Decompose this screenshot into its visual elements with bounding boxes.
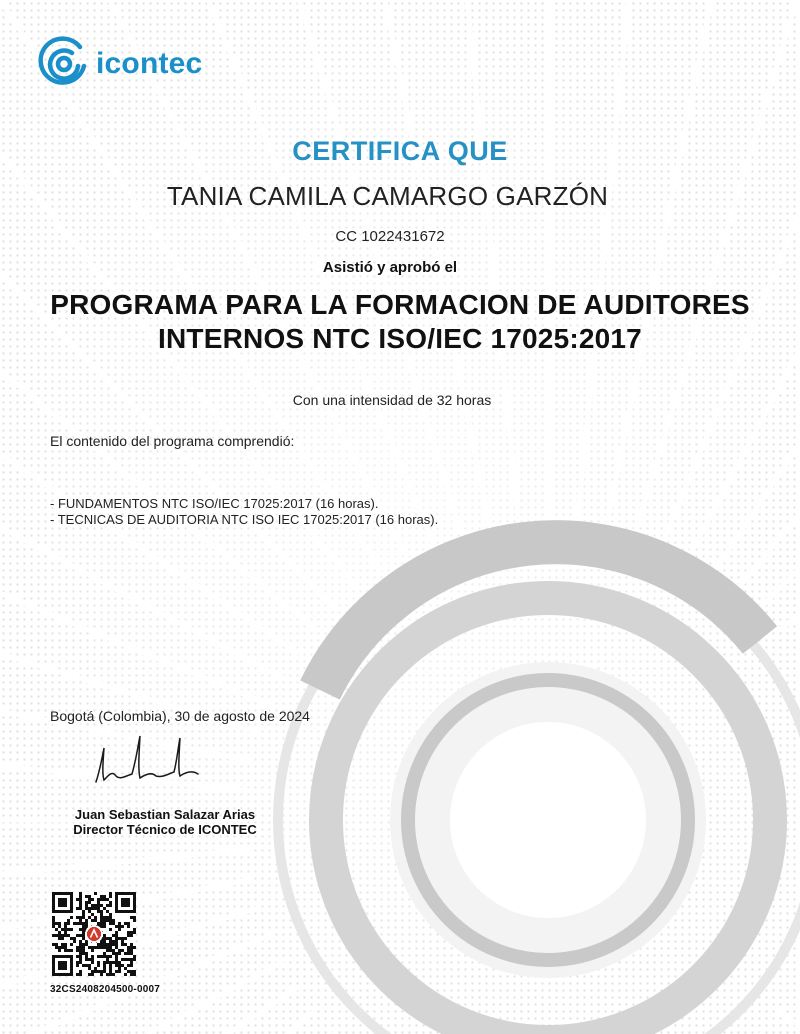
list-item: - FUNDAMENTOS NTC ISO/IEC 17025:2017 (16 horas). xyxy=(50,496,379,511)
place-date: Bogotá (Colombia), 30 de agosto de 2024 xyxy=(50,708,310,724)
program-title-line2: INTERNOS NTC ISO/IEC 17025:2017 xyxy=(158,323,642,354)
certificate-heading: CERTIFICA QUE xyxy=(292,136,508,166)
signatory-name: Juan Sebastian Salazar Arias xyxy=(74,807,256,822)
list-item: - TECNICAS DE AUDITORIA NTC ISO IEC 17025:2017 (16 horas). xyxy=(50,512,439,527)
attendance-text: Asistió y aprobó el xyxy=(322,259,458,276)
recipient-id: CC 1022431672 xyxy=(335,228,445,245)
content-label: El contenido del programa comprendió: xyxy=(50,433,295,449)
content-list xyxy=(50,496,438,528)
qr-code-icon[interactable] xyxy=(52,892,136,976)
icontec-logo xyxy=(36,36,202,92)
program-title xyxy=(0,288,800,356)
signatory-title: Director Técnico de ICONTEC xyxy=(73,822,257,837)
signature-image xyxy=(82,730,202,805)
course-intensity: Con una intensidad de 32 horas xyxy=(292,392,492,408)
program-title-line1: PROGRAMA PARA LA FORMACION DE AUDITORES xyxy=(50,289,750,320)
icontec-circles-icon xyxy=(36,36,92,92)
verification-code: 32CS2408204500-0007 xyxy=(50,984,161,995)
brand-name: icontec xyxy=(96,47,203,80)
recipient-name: TANIA CAMILA CAMARGO GARZÓN xyxy=(166,181,609,211)
signatory-block xyxy=(50,807,280,837)
